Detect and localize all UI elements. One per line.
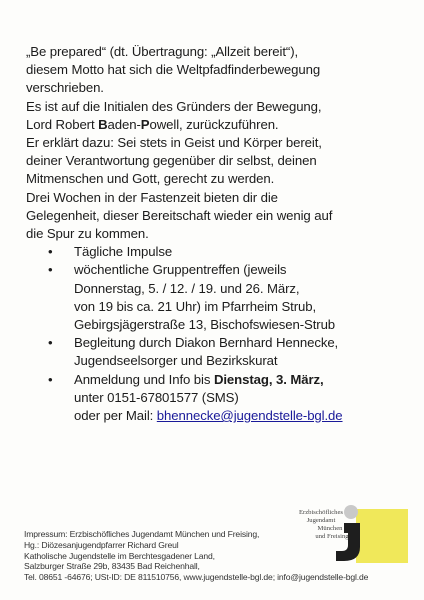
- intro-line: Er erklärt dazu: Sei stets in Geist und Körper bereit,: [26, 135, 322, 151]
- intro-line: aden-: [107, 116, 141, 132]
- imprint-line: Hg.: Diözesanjugendpfarrer Richard Greul: [24, 539, 179, 550]
- bullet-icon: •: [48, 371, 53, 387]
- imprint-line: Impressum: Erzbischöfliches Jugendamt München und Freising,: [24, 529, 260, 539]
- logo-grey-dot: [344, 505, 358, 519]
- intro-line: Es ist auf die Initialen des Gründers der Bewegung,: [26, 98, 322, 114]
- initial-b: B: [98, 116, 108, 132]
- list-item: [48, 243, 411, 261]
- list-item: [48, 334, 411, 370]
- info-list: [26, 243, 411, 425]
- initial-p: P: [140, 116, 150, 132]
- list-item-text: Jugendseelsorger und Bezirkskurat: [74, 353, 278, 369]
- bullet-icon: •: [48, 244, 53, 260]
- list-item-text: oder per Mail:: [74, 408, 157, 424]
- flyer-body: [26, 43, 411, 425]
- intro-line: verschrieben.: [26, 80, 104, 96]
- imprint-line: Salzburger Straße 29b, 83435 Bad Reichenhall,: [24, 561, 200, 572]
- logo-caption-line: und Freising: [315, 533, 349, 540]
- intro-line: diesem Motto hat sich die Weltpfadfinderbewegung: [26, 62, 321, 78]
- list-item-text: Tägliche Impulse: [74, 244, 173, 260]
- deadline-date: Dienstag, 3. März,: [213, 371, 324, 387]
- intro-line: deiner Verantwortung gegenüber dir selbst, deinen: [26, 153, 317, 169]
- intro-line: die Spur zu kommen.: [26, 226, 149, 242]
- intro-line: „Be prepared“ (dt. Übertragung: „Allzeit bereit“),: [26, 44, 299, 59]
- list-item-text: wöchentliche Gruppentreffen (jeweils: [74, 262, 287, 278]
- intro-line: Drei Wochen in der Fastenzeit bieten dir die: [26, 189, 278, 205]
- email-link[interactable]: bhennecke@jugendstelle-bgl.de: [156, 408, 343, 424]
- logo-caption-line: München: [317, 525, 343, 532]
- list-item-text: Gebirgsjägerstraße 13, Bischofswiesen-Strub: [74, 317, 336, 333]
- list-item-text: Anmeldung und Info bis: [74, 371, 214, 387]
- intro-line: owell, zurückzuführen.: [149, 116, 279, 132]
- list-item-text: Donnerstag, 5. / 12. / 19. und 26. März,: [74, 280, 300, 296]
- intro-text: [26, 43, 411, 243]
- imprint-line: Tel. 08651 -64676; USt-ID: DE 811510756, www.jugendstelle-bgl.de; info@jugendstelle-bgl.de: [24, 572, 369, 583]
- list-item-text: Begleitung durch Diakon Bernhard Hennecke,: [74, 335, 339, 351]
- imprint: [24, 529, 404, 583]
- bullet-icon: •: [48, 262, 53, 278]
- list-item-text: von 19 bis ca. 21 Uhr) im Pfarrheim Strub,: [74, 298, 317, 314]
- bullet-icon: •: [48, 335, 53, 351]
- imprint-line: Katholische Jugendstelle im Berchtesgadener Land,: [24, 550, 215, 561]
- list-item: [48, 261, 411, 334]
- phone-number: unter 0151-67801577 (SMS): [74, 389, 239, 405]
- intro-line: Gelegenheit, dieser Bereitschaft wieder ein wenig auf: [26, 207, 333, 223]
- intro-line: Lord Robert: [26, 116, 99, 132]
- intro-line: Mitmenschen und Gott, gerecht zu werden.: [26, 171, 275, 187]
- logo-caption-line: Erzbischöfliches: [299, 509, 343, 516]
- list-item: [48, 371, 411, 426]
- logo-caption-line: Jugendamt: [306, 517, 336, 524]
